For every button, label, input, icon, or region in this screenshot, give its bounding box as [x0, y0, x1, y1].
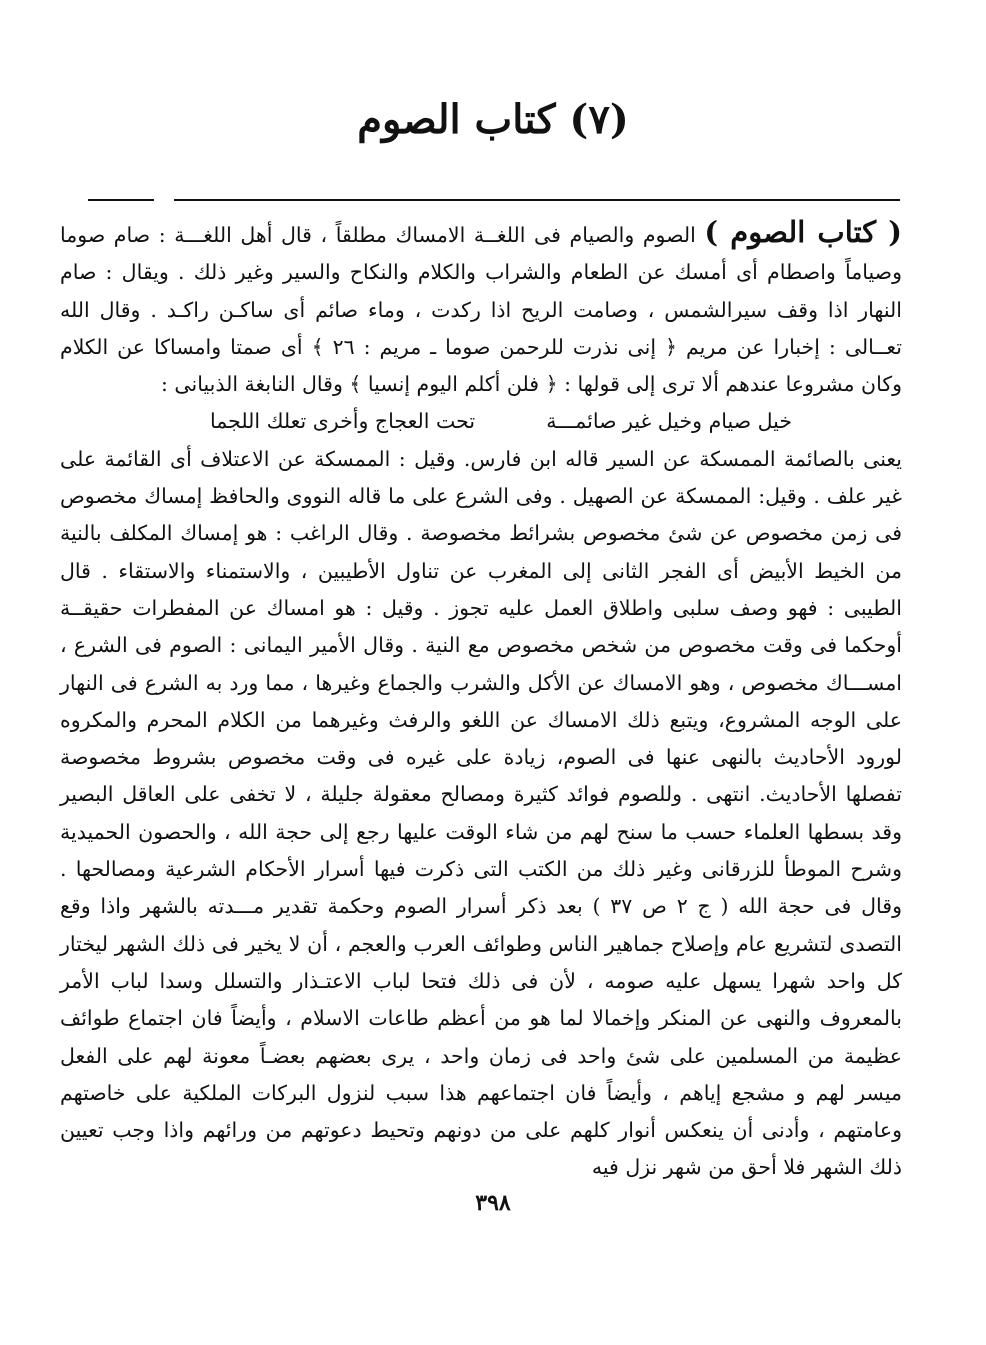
- body-text: [60, 214, 902, 1187]
- verse-first-hemistich: خيل صيام وخيل غير صائمـــة: [546, 409, 792, 434]
- page-number: ٣٩٨: [475, 1190, 511, 1216]
- header-rule-short: [88, 199, 154, 201]
- paragraph-1: [60, 214, 902, 403]
- paragraph-2: يعنى بالصائمة الممسكة عن السير قاله ابن فارس. وقيل : الممسكة عن الاعتلاف أى القائمة على غير علف . وقيل: الممسكة عن الصهيل . وفى الشرع على ما قاله النووى والحافظ إمساك مخصوص فى زمن مخصوص عن شئ مخصوص بشرائط مخصوصة . وقال الراغب : هو إمساك المكلف بالنية من الخيط الأبيض أى الفجر الثانى إلى المغرب عن تناول الأطيبين ، والاستمناء والاستقاء . قال الطيبى : فهو وصف سلبى واطلاق العمل عليه تجوز . وقيل : هو امساك عن المفطرات حقيقــة أوحكما فى وقت مخصوص من شخص مخصوص مع النية . وقال الأمير اليمانى : الصوم فى الشرع ، امســـاك مخصوص ، وهو الامساك عن الأكل والشرب والجماع وغيرها ، مما ورد به الشرع فى النهار على الوجه المشروع، ويتبع ذلك الامساك عن اللغو والرفث وغيرهما من الكلام المحرم والمكروه لورود الأحاديث بالنهى عنها فى الصوم، زيادة على غيره فى وقت مخصوص بشروط مخصوصة تفصلها الأحاديث. انتهى . وللصوم فوائد كثيرة ومصالح معقولة جليلة ، لا تخفى على العاقل البصير وقد بسطها العلماء حسب ما سنح لهم من شاء الوقت عليها رجع إلى حجة الله ، والحصون الحميدية وشرح الموطأ للزرقانى وغير ذلك من الكتب التى ذكرت فيها أسرار الأحكام الشرعية ومصالحها . وقال فى حجة الله ( ج ٢ ص ٣٧ ) بعد ذكر أسرار الصوم وحكمة تقدير مـــدته بالشهر واذا وقع التصدى لتشريع عام وإصلاح جماهير الناس وطوائف العرب والعجم ، أن لا يخير فى ذلك الشهر ليختار كل واحد شهرا يسهل عليه صومه ، لأن فى ذلك فتحا لباب الاعتـذار والتسلل وسدا لباب الأمر بالمعروف والنهى عن المنكر وإخمالا لما هو من أعظم طاعات الاسلام ، وأيضاً فان اجتماع طوائف عظيمة من المسلمين على شئ واحد فى زمان واحد ، يرى بعضهم بعضـاً معونة لهم على الفعل ميسر لهم و مشجع إياهم ، وأيضاً فان اجتماعهم هذا سبب لنزول البركات الملكية على خاصتهم وعامتهم ، وأدنى أن ينعكس أنوار كلهم على من دونهم وتحيط دعوتهم من ورائهم واذا وجب تعيين ذلك الشهر فلا أحق من شهر نزل فيه: [60, 446, 902, 1180]
- header-rule-long: [174, 199, 900, 201]
- verse-second-hemistich: تحت العجاج وأخرى تعلك اللجما: [210, 409, 476, 434]
- paragraph-1-text: الصوم والصيام فى اللغــة الامساك مطلقاً ، قال أهل اللغـــة : صام صوما وصياماً واصطام أى أمسك عن الطعام والشراب والكلام والنكاح والسير وغير ذلك . ويقال : صام النهار اذا وقف سيرالشمس ، وصامت الريح اذا ركدت ، وماء صائم أى ساكـن راكـد . وقال الله تعــالى : إخبارا عن مريم ﴿ إنى نذرت للرحمن صوما ـ مريم : ٢٦ ﴾ أى صمتا وامساكا عن الكلام وكان مشروعا عندهم ألا ترى إلى قولها : ﴿ فلن أكلم اليوم إنسيا ﴾ وقال النابغة الذبيانى :: [60, 223, 903, 397]
- chapter-title: (٧) كتاب الصوم: [357, 96, 629, 143]
- section-lead-title: ( كتاب الصوم ): [704, 215, 902, 249]
- poetry-verse: [60, 403, 902, 440]
